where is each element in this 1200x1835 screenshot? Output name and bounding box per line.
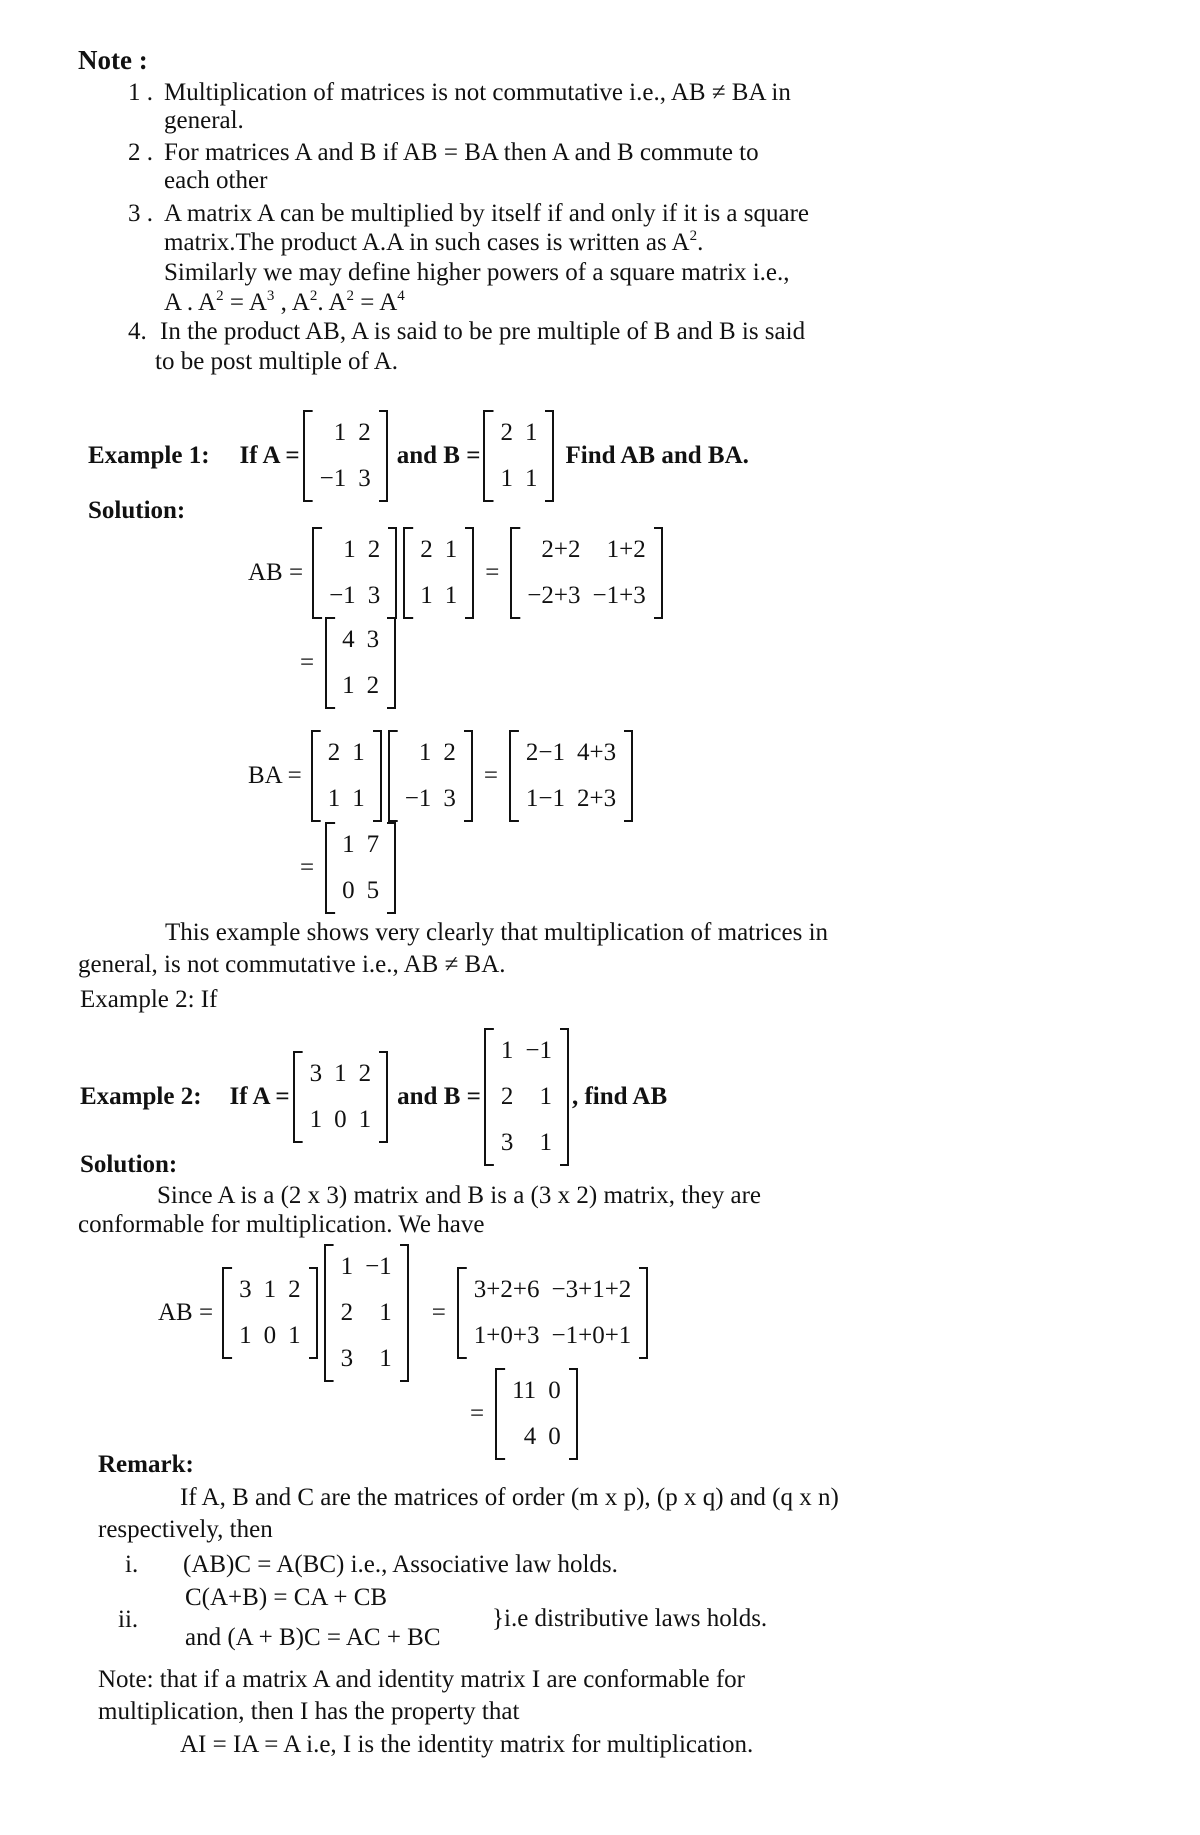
ab-expansion — [457, 1267, 649, 1359]
note-3-line-1: A matrix A can be multiplied by itself if and only if it is a square — [164, 200, 810, 227]
ab-factor-a — [222, 1267, 318, 1359]
matrix-cell: 3 — [366, 626, 380, 653]
example-1-ab-row — [248, 527, 666, 619]
matrix-cell: 4 — [523, 1423, 537, 1450]
matrix-cell: 2 — [420, 536, 433, 563]
matrix-cell: 3 — [340, 1345, 354, 1372]
matrix-cell: 2 — [358, 1060, 372, 1087]
stray-text: Example 2: If — [80, 986, 218, 1013]
example-1-matrix-a — [303, 410, 388, 502]
example-2-matrix-a — [293, 1051, 389, 1143]
matrix-cell: 0 — [263, 1322, 277, 1349]
example-2-matrix-b — [484, 1028, 569, 1166]
note-heading: Note : — [78, 45, 148, 75]
matrix-cell: 3 — [367, 582, 381, 609]
example-2-and-b: and B = — [397, 1083, 481, 1110]
matrix-cell: 1 — [420, 582, 433, 609]
example-1-ba-row — [248, 730, 636, 822]
matrix-cell: 1 — [334, 1060, 347, 1087]
final-note-line-1: Note: that if a matrix A and identity matrix I are conformable for — [98, 1666, 746, 1693]
matrix-cell: −2+3 — [527, 582, 581, 609]
final-note-identity: AI = IA = A i.e, I is the identity matrix for multiplication. — [180, 1731, 754, 1758]
matrix-cell: 2 — [288, 1276, 301, 1303]
matrix-cell: −1+3 — [592, 582, 646, 609]
example-1-matrix-b — [483, 410, 554, 502]
matrix-cell: 0 — [548, 1377, 561, 1404]
matrix-cell: 1 — [500, 465, 513, 492]
matrix-cell: −1 — [525, 1037, 552, 1064]
example-2-solution-heading: Solution: — [80, 1151, 178, 1178]
final-note-line-2: multiplication, then I has the property that — [98, 1698, 520, 1725]
matrix-cell: 7 — [366, 831, 380, 858]
matrix-cell: −1 — [365, 1253, 392, 1280]
example-1-ab-result-row — [292, 617, 399, 709]
matrix-cell: 3 — [358, 465, 371, 492]
matrix-cell: 1 — [352, 739, 365, 766]
note-2-number: 2 . — [128, 139, 153, 166]
example-2-text-line-1: Since A is a (2 x 3) matrix and B is a (3 x 2) matrix, they are — [157, 1182, 762, 1209]
matrix-cell: 1 — [539, 1129, 552, 1156]
example-1-solution-heading: Solution: — [88, 497, 186, 524]
matrix-cell: 1 — [358, 1106, 372, 1133]
matrix-cell: −1 — [404, 785, 432, 812]
matrix-cell: 1 — [524, 419, 538, 446]
ab-result — [495, 1368, 578, 1460]
remark-item-ii-line-1: C(A+B) = CA + CB — [185, 1584, 388, 1611]
ba-result — [325, 822, 396, 914]
ba-label: BA = — [248, 762, 302, 789]
matrix-cell: 1 — [263, 1276, 277, 1303]
matrix-cell: −1 — [319, 465, 347, 492]
matrix-cell: 2 — [366, 672, 380, 699]
remark-text-line-1: If A, B and C are the matrices of order (m x p), (p x q) and (q x n) — [180, 1484, 839, 1511]
note-4-line-1: In the product AB, A is said to be pre multiple of B and B is said — [160, 318, 806, 345]
note-3-number: 3 . — [128, 200, 153, 227]
matrix-cell: −3+1+2 — [551, 1276, 632, 1303]
matrix-cell: 1 — [444, 536, 458, 563]
remark-heading: Remark: — [98, 1451, 194, 1478]
note-1-number: 1 . — [128, 79, 153, 106]
matrix-cell: 0 — [342, 877, 355, 904]
remark-item-i-number: i. — [125, 1551, 139, 1578]
matrix-cell: −1+0+1 — [551, 1322, 632, 1349]
matrix-cell: 4 — [342, 626, 355, 653]
example-1-ba-result-row — [292, 822, 399, 914]
remark-item-i-text: (AB)C = A(BC) i.e., Associative law holds. — [183, 1551, 618, 1578]
example-1-and-b: and B = — [396, 442, 481, 469]
example-1-conclusion-line-2: general, is not commutative i.e., AB ≠ BA. — [78, 951, 506, 978]
note-3-superscript: 2 — [689, 228, 698, 244]
matrix-cell: 2 — [327, 739, 341, 766]
remark-item-ii-brace-text: }i.e distributive laws holds. — [492, 1605, 768, 1632]
example-1-label: Example 1: — [88, 442, 210, 469]
example-2-statement — [80, 1028, 667, 1166]
equals-sign: = — [300, 854, 315, 881]
matrix-cell: 2 — [340, 1299, 354, 1326]
example-2-text-line-2: conformable for multiplication. We have — [78, 1211, 485, 1238]
note-1-line-1: Multiplication of matrices is not commutative i.e., AB ≠ BA in — [164, 79, 791, 106]
matrix-cell: −1 — [329, 582, 356, 609]
ab-factor-b — [324, 1244, 409, 1382]
matrix-cell: 2 — [367, 536, 381, 563]
note-3-line-2: matrix.The product A.A in such cases is written as $A^2$. — [164, 228, 704, 256]
matrix-cell: 2−1 — [525, 739, 566, 766]
note-2-line-1: For matrices A and B if AB = BA then A and B commute to — [164, 139, 759, 166]
matrix-cell: 2 — [358, 419, 371, 446]
ba-factor-b — [311, 730, 382, 822]
ba-factor-a — [388, 730, 473, 822]
remark-item-ii-number: ii. — [118, 1606, 139, 1633]
example-2-find: , find AB — [571, 1083, 668, 1110]
matrix-cell: 3+2+6 — [473, 1276, 540, 1303]
equals-sign: = — [470, 1400, 485, 1427]
matrix-cell: 4+3 — [577, 739, 617, 766]
matrix-cell: 3 — [500, 1129, 514, 1156]
example-1-statement — [88, 410, 749, 502]
matrix-cell: 2 — [500, 1083, 514, 1110]
example-1-conclusion-line-1: This example shows very clearly that multiplication of matrices in — [165, 919, 829, 946]
matrix-cell: 1 — [539, 1083, 552, 1110]
example-2-label: Example 2: — [80, 1083, 202, 1110]
matrix-cell: 3 — [309, 1060, 323, 1087]
matrix-cell: 1 — [379, 1345, 392, 1372]
matrix-cell: 1 — [340, 1253, 354, 1280]
matrix-cell: 11 — [512, 1377, 537, 1404]
matrix-cell: 1 — [327, 785, 341, 812]
matrix-cell: 1 — [379, 1299, 392, 1326]
equals-sign: = — [431, 1299, 446, 1326]
matrix-cell: 1 — [309, 1106, 323, 1133]
matrix-cell: 1 — [524, 465, 538, 492]
matrix-cell: 2 — [500, 419, 513, 446]
matrix-cell: 1 — [342, 831, 355, 858]
matrix-cell: 1+2 — [606, 536, 646, 563]
ba-expansion — [509, 730, 633, 822]
remark-item-ii-line-2: and (A + B)C = AC + BC — [185, 1624, 441, 1651]
note-4-line-2: to be post multiple of A. — [155, 348, 399, 375]
matrix-cell: 1−1 — [525, 785, 566, 812]
example-1-find: Find AB and BA. — [565, 442, 749, 469]
example-1-if-a: If A = — [239, 442, 300, 469]
matrix-cell: 1+0+3 — [473, 1322, 540, 1349]
example-2-ab-result-row — [462, 1368, 581, 1460]
equals-sign: = — [485, 559, 500, 586]
note-3-line-3: Similarly we may define higher powers of a square matrix i.e., — [164, 259, 790, 286]
matrix-cell: 3 — [239, 1276, 252, 1303]
matrix-cell: 2+2 — [541, 536, 581, 563]
matrix-cell: 1 — [352, 785, 365, 812]
powers-line: A . $A^2 = A^3$ , $A^2$. $A^2 = A^4$ — [164, 288, 405, 316]
matrix-cell: 1 — [343, 536, 356, 563]
example-2-ab-row — [158, 1244, 651, 1382]
remark-text-line-2: respectively, then — [98, 1516, 273, 1543]
matrix-cell: 1 — [239, 1322, 252, 1349]
note-4-number: 4. — [128, 318, 147, 345]
matrix-cell: 1 — [342, 672, 355, 699]
matrix-cell: 5 — [366, 877, 380, 904]
example-2-if-a: If A = — [229, 1083, 290, 1110]
ab-result — [325, 617, 396, 709]
matrix-cell: 1 — [288, 1322, 301, 1349]
matrix-cell: 0 — [548, 1423, 561, 1450]
ab-expansion — [510, 527, 662, 619]
matrix-cell: 3 — [443, 785, 456, 812]
equals-sign: = — [300, 649, 315, 676]
matrix-cell: 1 — [333, 419, 347, 446]
matrix-cell: 2 — [443, 739, 456, 766]
matrix-cell: 1 — [418, 739, 432, 766]
note-3-line-2-text: matrix.The product A.A in such cases is written as A — [164, 229, 690, 256]
note-2-line-2: each other — [164, 167, 268, 194]
note-1-line-2: general. — [164, 107, 244, 134]
matrix-cell: 0 — [334, 1106, 347, 1133]
ab-label: AB = — [158, 1299, 214, 1326]
equals-sign: = — [483, 762, 498, 789]
matrix-cell: 1 — [500, 1037, 514, 1064]
matrix-cell: 1 — [444, 582, 458, 609]
ab-factor-a — [312, 527, 397, 619]
ab-factor-b — [403, 527, 474, 619]
matrix-cell: 2+3 — [577, 785, 617, 812]
ab-label: AB = — [248, 559, 304, 586]
